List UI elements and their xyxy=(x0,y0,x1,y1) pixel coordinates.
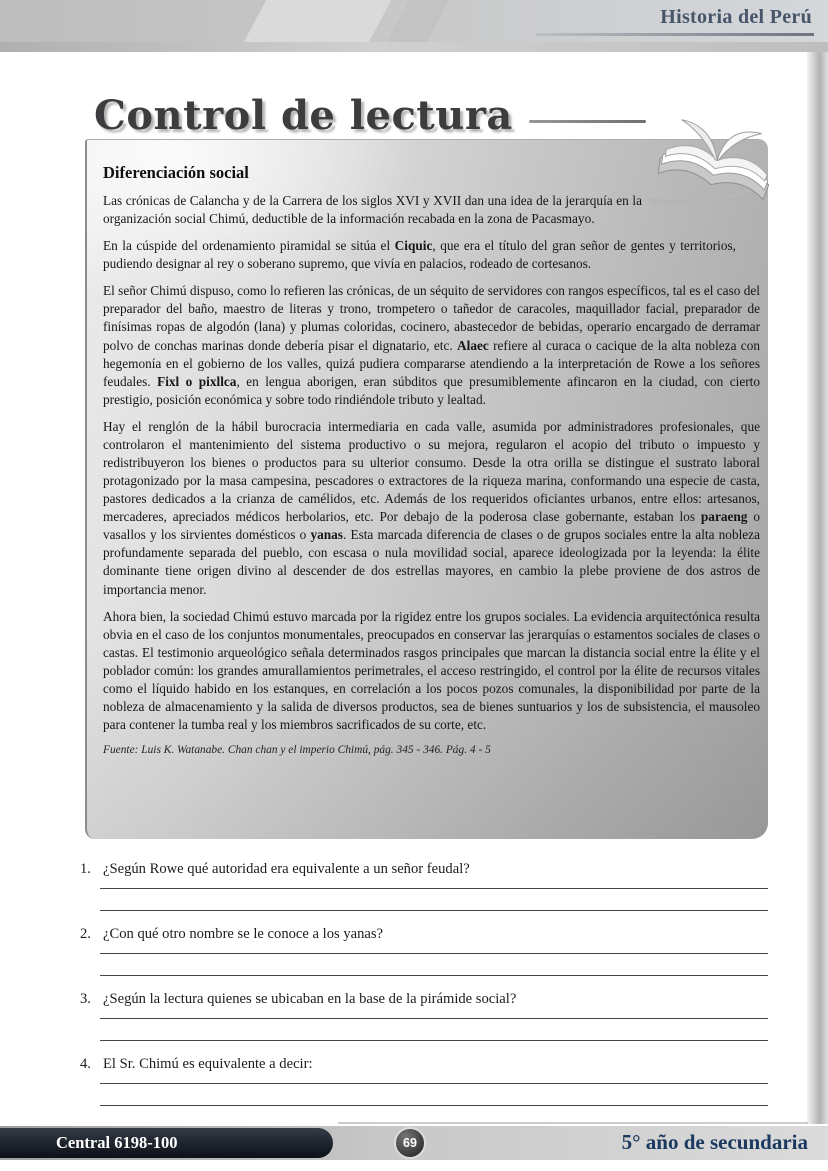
answer-line xyxy=(100,889,768,911)
open-book-icon xyxy=(638,112,794,218)
questions-section xyxy=(80,860,768,1120)
answer-line xyxy=(100,1009,768,1019)
reading-paragraph-1: Las crónicas de Calancha y de la Carrera de los siglos XVI y XVII dan una idea de la jerarquía en la organización social Chimú, deductible de la información recabada en la zona de Pacasmayo. xyxy=(103,193,642,227)
question-text: ¿Con qué otro nombre se le conoce a los yanas? xyxy=(103,926,384,942)
page-edge-band xyxy=(807,52,828,1124)
bold-term-paraeng: paraeng xyxy=(700,509,748,525)
question-number: 4. xyxy=(80,1056,91,1072)
header-decor-shape xyxy=(241,0,395,42)
reading-paragraph-4 xyxy=(103,418,760,599)
bold-term-alaec: Alaec xyxy=(457,337,489,353)
page-title: Control de lectura xyxy=(94,92,513,139)
text-segment: , que era el título del gran señor de gentes y territorios, pudiendo designar al rey o soberano supremo, que vivía en palacios, rodeado de cortesanos. xyxy=(103,238,736,272)
header-stripe xyxy=(0,42,828,52)
footer-grade-label: 5° año de secundaria xyxy=(621,1130,808,1154)
page-footer xyxy=(0,1122,828,1171)
question-row xyxy=(80,990,768,1009)
reading-heading: Diferenciación social xyxy=(103,163,249,182)
text-segment: Hay el renglón de la hábil burocracia intermediaria en cada valle, asumida por administradores profesionales, que controlaron el mantenimiento del sistema productivo o su mejora, regularon el acopio del tributo o impuesto y redistribuyeron los bienes o productos para su ulterior consumo. Desde la otra orilla se distingue el sustrato laboral protagonizado por la masa campesina, pescadores o extractores de la riqueza marina, conformando una especie de casta, pastores dedicados a la crianza de camélidos, etc. Además de los requeridos oficiantes urbanos, entre ellos: artesanos, mercaderes, apreciados médicos herbolarios, etc. Por debajo de la poderosa clase gobernante, estaban los xyxy=(103,418,760,525)
text-segment: El señor Chimú dispuso, como lo refieren las crónicas, de un séquito de servidores con rangos específicos, tal es el caso del preparador del baño, maestro de literas y trono, trompetero o tañedor de caracoles, maquillador facial, preparador de finísimas ropas de algodón (lana) y plumas coloridas, cocinero, abastecedor de bebidas, operario encargado de derramar polvo de conchas marinas donde debería pisar el dignatario, etc. xyxy=(103,283,760,353)
text-segment: En la cúspide del ordenamiento piramidal se sitúa el xyxy=(103,238,395,254)
bold-term-ciquic: Ciquic xyxy=(394,238,433,254)
question-row xyxy=(80,925,768,944)
answer-line xyxy=(100,1084,768,1106)
title-rule xyxy=(529,120,646,123)
question-item-1 xyxy=(80,860,768,911)
question-item-3 xyxy=(80,990,768,1041)
question-number: 2. xyxy=(80,926,91,942)
page-number: 69 xyxy=(403,1136,417,1150)
footer-topline xyxy=(338,1122,808,1124)
bold-term-fixl-pixllca: Fixl o pixllca xyxy=(157,373,237,389)
header-underline xyxy=(536,33,814,36)
question-number: 1. xyxy=(80,861,91,877)
text-segment: refiere al curaca o cacique de la alta nobleza con hegemonía en el gobierno de los valles, quizá pudiera compararse atendiendo a la interpretación de Rowe a los señores feudales. xyxy=(103,337,760,389)
text-segment: , en lengua aborigen, eran súbditos que presumiblemente afincaron en la ciudad, con cierto prestigio, posición económica y sobre todo rindiéndole tributo y lealtad. xyxy=(103,373,760,407)
answer-line xyxy=(100,879,768,889)
reading-paragraph-5: Ahora bien, la sociedad Chimú estuvo marcada por la rigidez entre los grupos sociales. La evidencia arquitectónica resulta obvia en el caso de los conjuntos monumentales, preocupados en conservar las jerarquías o estamentos sociales de clases o castas. El testimonio arqueológico señala determinados rasgos principales que marcan la distancia social entre la élite y el poblador común: los grandes amurallamientos perimetrales, el acceso restringido, el control por la élite de recursos vitales como el líquido habido en los estanques, en correlación a los pocos pozos comunales, la disponibilidad por parte de la nobleza de almacenamiento y la salida de diversos productos, sea de bienes suntuarios y los de subsistencia, el mausoleo para contener la tumba real y los miembros sacrificados de su corte, etc. xyxy=(103,608,760,733)
answer-line xyxy=(100,954,768,976)
question-item-4 xyxy=(80,1055,768,1106)
question-text: ¿Según Rowe qué autoridad era equivalente a un señor feudal? xyxy=(103,861,470,877)
header-subject-title: Historia del Perú xyxy=(660,6,812,28)
bold-term-yanas: yanas xyxy=(310,527,343,543)
reading-paragraph-2 xyxy=(103,237,736,273)
reading-box xyxy=(85,139,768,839)
question-row xyxy=(80,860,768,879)
footer-phone-bar xyxy=(0,1128,333,1158)
page-number-badge xyxy=(394,1127,426,1159)
text-segment: . Esta marcada diferencia de clases o de grupos sociales entre la alta nobleza profundamente separada del pueblo, con escasa o nula movilidad social, aparece ideologizada por la leyenda: la élite dominante tiene origen divino al descender de dos estrellas mayores, en cambio la plebe proviene de dos astros de importancia menor. xyxy=(103,527,760,597)
answer-line xyxy=(100,1019,768,1041)
question-item-2 xyxy=(80,925,768,976)
title-row xyxy=(94,92,646,139)
answer-line xyxy=(100,944,768,954)
question-row xyxy=(80,1055,768,1074)
question-number: 3. xyxy=(80,991,91,1007)
question-text: ¿Según la lectura quienes se ubicaban en la base de la pirámide social? xyxy=(103,991,517,1007)
footer-phone-label: Central 6198-100 xyxy=(56,1133,178,1152)
source-citation: Fuente: Luis K. Watanabe. Chan chan y el imperio Chimú, pág. 345 - 346. Pág. 4 - 5 xyxy=(103,744,491,757)
text-segment: o vasallos y los sirvientes domésticos o xyxy=(103,509,760,543)
page-header xyxy=(0,0,828,42)
reading-paragraph-3 xyxy=(103,282,760,409)
question-text: El Sr. Chimú es equivalente a decir: xyxy=(103,1056,313,1072)
answer-line xyxy=(100,1074,768,1084)
header-decor-shape xyxy=(384,0,453,42)
